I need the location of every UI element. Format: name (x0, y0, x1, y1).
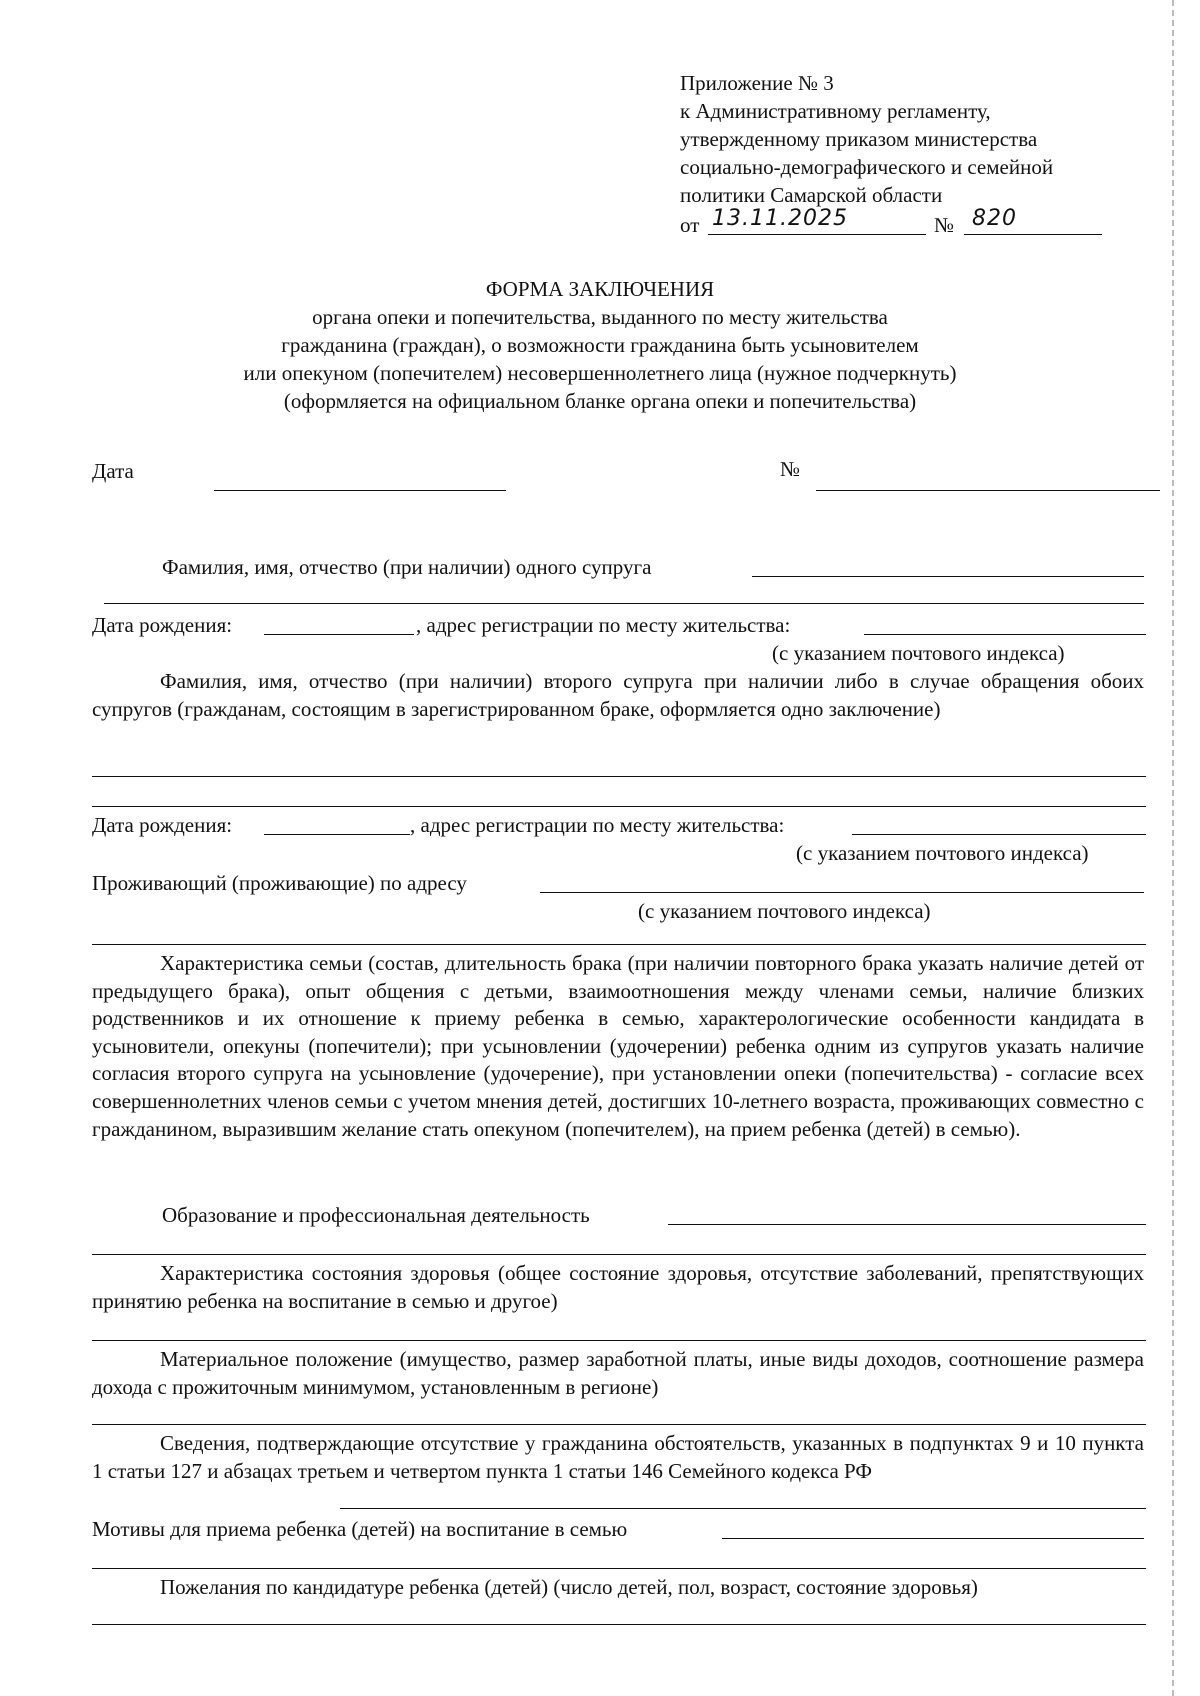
spouse1-fio-line[interactable] (752, 576, 1144, 577)
title-sub-1: органа опеки и попечительства, выданного по месту жительства (312, 305, 888, 329)
spouse1-birth-line[interactable] (264, 634, 414, 635)
motives-line[interactable] (722, 1538, 1144, 1539)
education-line-2[interactable] (92, 1254, 1146, 1255)
title-sub-4: (оформляется на официальном бланке органа опеки и попечительства) (283, 389, 917, 413)
legal-line[interactable] (340, 1508, 1146, 1509)
number-underline (964, 234, 1102, 235)
spouse1-fio-label: Фамилия, имя, отчество (при наличии) одного супруга (162, 555, 652, 579)
spouse2-address-line[interactable] (852, 834, 1146, 835)
family-characteristics: Характеристика семьи (состав, длительность брака (при наличии повторного брака указать наличие детей от предыдущего брака), опыт общения с детьми, взаимоотношения между членами семьи, наличие близких родственников и их отношение к приему ребенка в семью, характерологические особенности кандидата в усыновители, опекуны (попечители); при усыновлении (удочерении) ребенка одним из супругов указать наличие согласия второго супруга на усыновление (удочерение), при установлении опеки (попечительства) - согласие всех совершеннолетних членов семьи с учетом мнения детей, достигших 10-летнего возраста, проживающих совместно с гражданином, выразившим желание стать опекуном (попечителем), на прием ребенка (детей) в семью). (92, 951, 1144, 1141)
material-line[interactable] (92, 1424, 1146, 1425)
appendix-from-label: от (680, 213, 700, 237)
material-situation: Материальное положение (имущество, размер заработной платы, иные виды доходов, соотношение размера дохода с прожиточным минимумом, установленным в регионе) (92, 1347, 1144, 1399)
title-sub-2: гражданина (граждан), о возможности гражданина быть усыновителем (281, 333, 919, 357)
spouse2-fio-line-2[interactable] (92, 806, 1146, 807)
date-label: Дата (92, 459, 134, 483)
spouse2-birth-label: Дата рождения: (92, 813, 233, 837)
residence-line[interactable] (540, 892, 1144, 893)
health-characteristics: Характеристика состояния здоровья (общее состояние здоровья, отсутствие заболеваний, препятствующих принятию ребенка на воспитание в семью и другое) (92, 1261, 1144, 1313)
spouse2-fio-line-1[interactable] (92, 776, 1146, 777)
education-line[interactable] (668, 1224, 1146, 1225)
scan-edge-line (1172, 0, 1174, 1696)
spouse2-postal-note: (с указанием почтового индекса) (796, 841, 1089, 865)
spouse2-fio-text: Фамилия, имя, отчество (при наличии) второго супруга при наличии либо в случае обращения обоих супругов (гражданам, состоящим в зарегистрированном браке, оформляется одно заключение) (92, 669, 1144, 721)
spouse1-address-label: , адрес регистрации по месту жительства: (416, 613, 791, 637)
education-label: Образование и профессиональная деятельность (162, 1203, 590, 1227)
number-field-line[interactable] (816, 490, 1160, 491)
spouse1-postal-note: (с указанием почтового индекса) (772, 641, 1065, 665)
residence-line-2[interactable] (92, 944, 1146, 945)
date-field-line[interactable] (214, 490, 506, 491)
legal-circumstances: Сведения, подтверждающие отсутствие у гражданина обстоятельств, указанных в подпунктах 9 и 10 пункта 1 статьи 127 и абзацах третьем и четвертом пункта 1 статьи 146 Семейного кодекса РФ (92, 1431, 1144, 1483)
number-label: № (780, 457, 801, 481)
spouse2-address-label: , адрес регистрации по месту жительства: (410, 813, 785, 837)
appendix-line-1: Приложение № 3 (680, 71, 834, 95)
residence-label: Проживающий (проживающие) по адресу (92, 871, 467, 895)
spouse2-birth-line[interactable] (264, 834, 410, 835)
title-sub-3: или опекуном (попечителем) несовершеннолетнего лица (нужное подчеркнуть) (243, 361, 957, 385)
spouse1-address-line[interactable] (864, 634, 1146, 635)
appendix-line-3: утвержденному приказом министерства (680, 127, 1038, 151)
form-title: ФОРМА ЗАКЛЮЧЕНИЯ (485, 277, 715, 301)
wishes-text: Пожелания по кандидатуре ребенка (детей) (число детей, пол, возраст, состояние здоровья) (160, 1575, 978, 1599)
residence-postal-note: (с указанием почтового индекса) (638, 899, 931, 923)
date-underline (708, 234, 926, 235)
appendix-line-2: к Административному регламенту, (680, 99, 991, 123)
spouse1-birth-label: Дата рождения: (92, 613, 233, 637)
appendix-number-label: № (934, 213, 955, 237)
motives-line-2[interactable] (92, 1568, 1146, 1569)
handwritten-date: 13.11.2025 (712, 206, 848, 231)
health-line[interactable] (92, 1340, 1146, 1341)
wishes-line[interactable] (92, 1624, 1146, 1625)
spouse1-fio-line-2[interactable] (104, 603, 1144, 604)
handwritten-number: 820 (972, 206, 1017, 231)
appendix-line-4: социально-демографического и семейной (680, 155, 1054, 179)
motives-label: Мотивы для приема ребенка (детей) на воспитание в семью (92, 1517, 628, 1541)
appendix-line-5: политики Самарской области (680, 183, 943, 207)
